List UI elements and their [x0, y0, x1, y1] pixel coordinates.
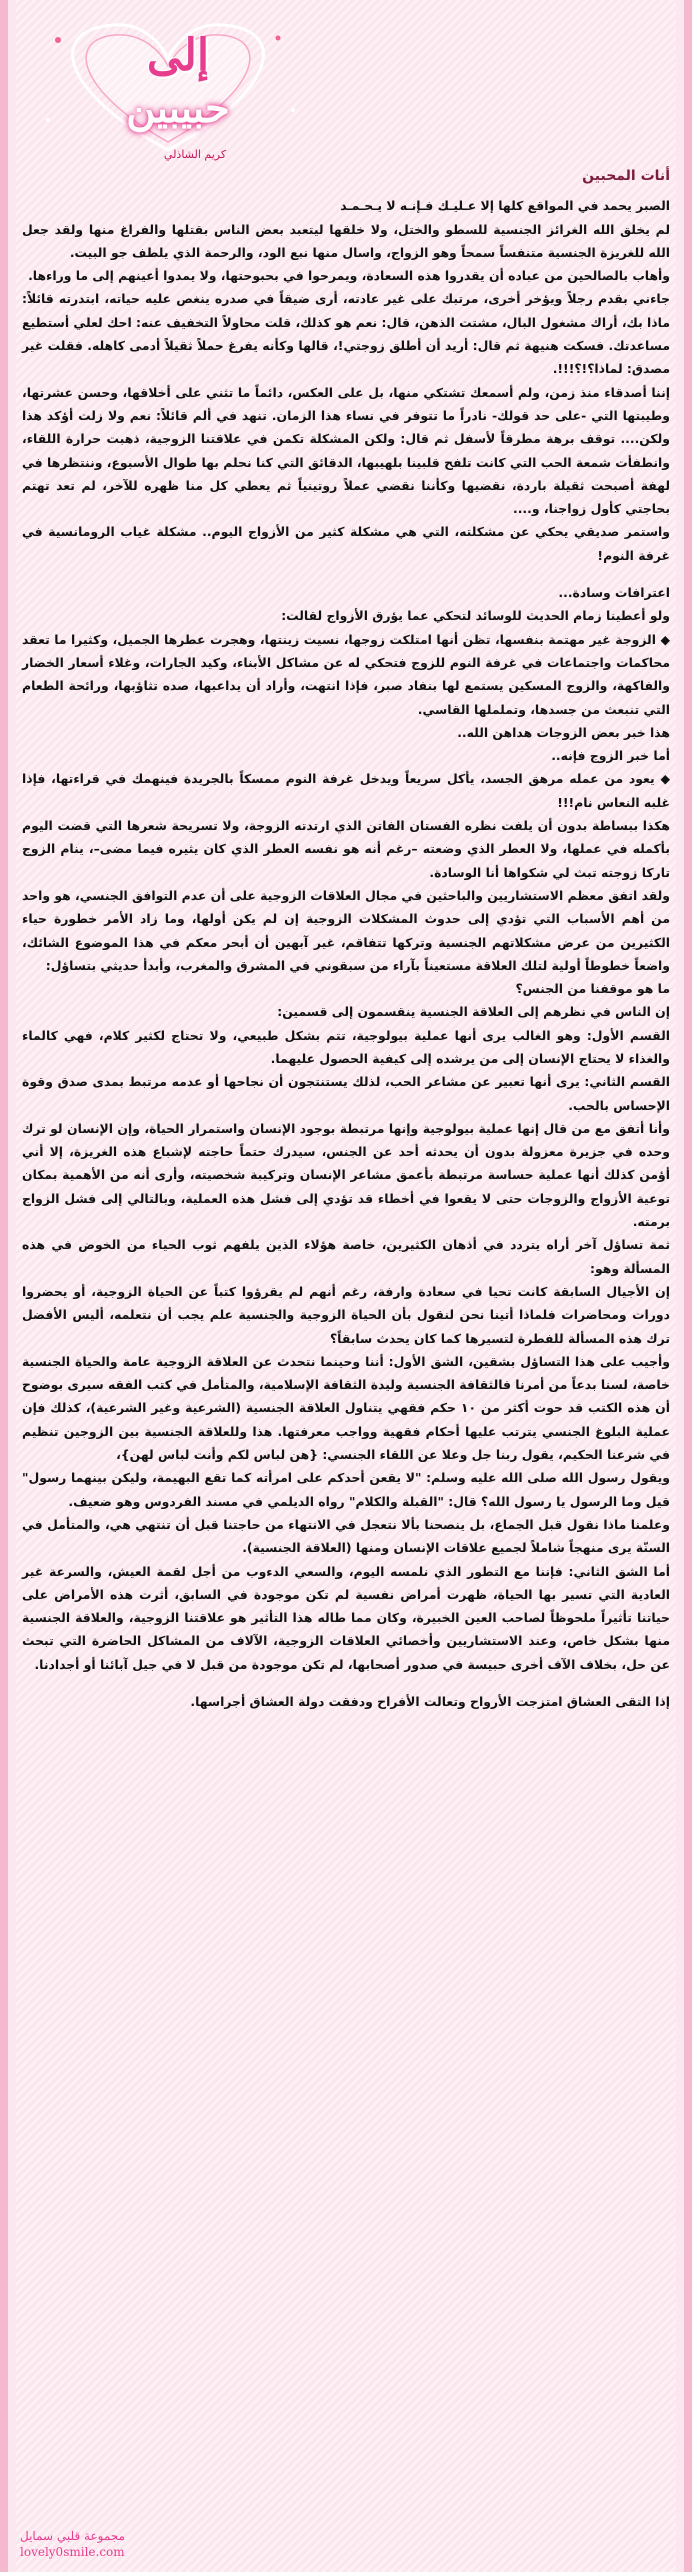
article-paragraph: واستمر صديقي يحكي عن مشكلته، التي هي مشكلة كثير من الأزواج اليوم.. مشكلة غياب الرومانسية في غرفة النوم!: [22, 524, 670, 563]
article-paragraph: لم يخلق الله الغرائز الجنسية للسطو والختل، ولا خلقها ليتعبد بعض الناس بقتلها والفراغ منها ولقد جعل الله للغريزة الجنسية متنفساً سمحاً وهو الزواج، واسال منها نبع الود، والرحمة الذي يلطف جو البيت.: [22, 221, 670, 260]
article-paragraph: هذا خبر بعض الزوجات هداهن الله..: [457, 724, 670, 740]
article-paragraph: إننا أصدقاء منذ زمن، ولم أسمعك تشتكي منها، بل على العكس، دائماً ما تثني على أخلاقها، وحسن عشرتها، وطيبتها التي -على حد قولك- نادراً ما تتوفر في نساء هذا الزمان. تنهد في ألم قائلاً: نعم ولا زلت أؤكد هذا ولكن.... توقف برهة مطرقاً لأسفل ثم قال: ولكن المشكلة تكمن في علاقتنا الزوجية، ذهبت حرارة اللقاء، وانطفأت شمعة الحب التي كانت تلفح قلبينا بلهيبها، الدقائق التي كنا نحلم بها طوال الأسبوع، وننتظرها في لهفة أصبحت ثقيلة باردة، نقضيها وكأننا نقضي عملاً روتينياً ثم يعطي كل منا ظهره للآخر، لم تعد تهتم بحاجتي كأول زواجنا، و....: [21, 384, 670, 517]
article-paragraph: ◆ الزوجة غير مهتمة بنفسها، تظن أنها امتلكت زوجها، نسيت زينتها، وهجرت عطرها الجميل، وكثيرا ما تعقد محاكمات واجتماعات في غرفة النوم للزوج فتحكي له عن مشاكل الأبناء، وكيد الجارات، وغلاء أسعار الخضار والفاكهة، والزوج المسكين يستمع لها بنفاد صبر، فإذا انتهت، وأراد أن يداعبها، صده تثاؤبها، ورائحة الطعام التي تنبعث من جسدها، وتململها القاسي.: [22, 631, 670, 717]
article-paragraph: هكذا ببساطة بدون أن يلفت نظره الفستان الفاتن الذي ارتدته الزوجة، ولا تسريحة شعرها التي قضت اليوم بأكمله في عملها، ولا العطر الذي وضعته –رغم أنه هو نفسه العطر الذي كان يثيره فيما مضى–، ينام الزوج تاركا زوجته تبث لي شكواها أنا الوسادة.: [22, 818, 670, 880]
watermark-arabic: مجموعة قلبي سمايل: [20, 2529, 125, 2543]
article-paragraph: وأنا أتفق مع من قال إنها عملية بيولوجية وإنها مرتبطة بوجود الإنسان واستمرار الحياة، وإن الإنسان لو ترك وحده في جزيرة معزولة بدون أن يحدثه أحد عن الجنس، سيدرك حتماً حاجته لإشباع هذه الغريزة، إلا أني أؤمن كذلك أنها عملية حساسة مرتبطة بأعمق مشاعر الإنسان وتركيبة شخصيته، وأرى أنه من الأهمية بمكان توعية الأزواج والزوجات حتى لا يقعوا في أخطاء قد تؤدي إلى فشل هذه العملية، وبالتالي إلى فشل الزواج برمته.: [22, 1120, 670, 1230]
article-paragraph: جاءني بقدم رجلاً ويؤخر أخرى، مرتبك على غير عادته، أرى ضيقاً في صدره ينغص عليه حياته، ابتدرته قائلاً: ماذا بك، أراك مشغول البال، مشتت الذهن، قال: نعم هو كذلك، قلت محاولاً التخفيف عنه: احك لعلي أستطيع مساعدتك. فسكت هنيهة ثم قال: أريد أن أطلق زوجتي!، قالها وكأنه يفرغ حملاً ثقيلاً أدمى كاهله. فقلت غير مصدق: لماذا؟!؟!!!.: [22, 291, 670, 377]
header: [8, 0, 684, 160]
article-paragraph: ثمة تساؤل آخر أراه يتردد في أذهان الكثيرين، خاصة هؤلاء الذين يلفهم ثوب الحياء من الخوض في هذه المسألة وهو:: [22, 1237, 670, 1276]
article-paragraph: أما خبر الزوج فإنه..: [551, 748, 670, 764]
logo-subtitle: حبيبين: [126, 85, 230, 132]
article: [22, 165, 670, 1713]
closing-line: إذا التقى العشاق امتزجت الأرواح وتعالت الأفراح ودفقت دولة العشاق أجراسها.: [190, 1694, 670, 1709]
article-paragraph: ولو أعطينا زمام الحديث للوسائد لتحكي عما يؤرق الأزواج لقالت:: [281, 608, 670, 624]
hadith-paragraph: ويقول رسول الله صلى الله عليه وسلم: "لا يقعن أحدكم على امرأته كما تقع البهيمة، وليكن بينهما رسول" قيل وما الرسول يا رسول الله؟ قال: "القبلة والكلام" رواه الديلمي في مسند الفردوس وهو ضعيف.: [22, 1470, 670, 1509]
watermark-url: lovely0smile.com: [20, 2545, 125, 2559]
section-title: أنات المحبين: [582, 168, 670, 184]
logo-author: كريم الشاذلي: [163, 148, 227, 161]
logo-title: إلى: [146, 30, 210, 81]
question-heading: ما هو موقفنا من الجنس؟: [515, 981, 670, 997]
spacer: [22, 1676, 670, 1690]
article-paragraph: القسم الثاني: يرى أنها تعبير عن مشاعر الحب، لذلك يستنتجون أن نجاحها أو عدمه مرتبط بمدى صدق وقوة الإحساس بالحب.: [22, 1074, 670, 1113]
article-paragraph: وعلمنا ماذا نقول قبل الجماع، بل ينصحنا بألا نتعجل في الانتهاء من حاجتنا قبل أن تنتهي هي، والمتأمل في السنّة يرى منهجاً شاملاً لجميع علاقات الإنسان ومنها (العلاقة الجنسية).: [22, 1516, 670, 1556]
article-paragraph: ولقد اتفق معظم الاستشاريين والباحثين في مجال العلاقات الزوجية على أن عدم التوافق الجنسي، هو واحد من أهم الأسباب التي تؤدي إلى حدوث المشكلات الزوجية إن لم يكن أولها، وما زاد الأمر خطورة حياء الكثيرين من عرض مشكلاتهم الجنسية وتركها تتفاقم، غير آبهين أن أبحر معكم في هذا الموضوع الشائك، واضعاً خطوطاً أولية لتلك العلاقة مستعيناً بآراء من سبقوني في المشرق والمغرب، وأبدأ حديثي بتساؤل:: [21, 887, 670, 973]
article-paragraph: وأجيب على هذا التساؤل بشقين، الشق الأول: أننا وحينما نتحدث عن العلاقة الزوجية عامة والحياة الجنسية خاصة، لسنا بدعاً من أمرنا فالثقافة الجنسية وليدة الثقافة الإسلامية، والمتأمل في كتب الفقه سيرى بوضوح أن هذه الكتب قد حوت أكثر من ١٠ حكم فقهي يتناول العلاقة الجنسية (الشرعية وغير الشرعية)، كذلك فإن عملية البلوغ الجنسي يترتب عليها أحكام فقهية وواجب معرفتها. هذا وللعلاقة الجنسية بين الزوجين تنظيم في شرعنا الحكيم، يقول ربنا جل وعلا عن اللقاء الجنسي: {هن لباس لكم وأنت لباس لهن}،: [22, 1353, 670, 1463]
quote-verse: الصبر يحمد في المواقع كلها إلا عـليـك فـإنـه لا يـحـمـد: [340, 198, 670, 214]
article-paragraph: إن الأجيال السابقة كانت تحيا في سعادة وارفة، رغم أنهم لم يقرؤوا كتباً عن الحياة الزوجية، أو يحضروا دورات ومحاضرات فلماذا أتينا نحن لنقول بأن الحياة الزوجية والجنسية علم يجب أن نتعلمه، أليس الأفضل ترك هذه المسألة للفطرة لتسيرها كما كان يحدث سابقاً؟: [22, 1283, 670, 1346]
subheading: اعترافات وسادة...: [558, 585, 670, 601]
spacer: [22, 567, 670, 581]
article-paragraph: أما الشق الثاني: فإننا مع التطور الذي نلمسه اليوم، والسعي الدءوب من أجل لقمة العيش، والسرعة غير العادية التي تسير بها الحياة، ظهرت أمراض نفسية لم تكن موجودة في السابق، أثرت هذه الأمراض على حياتنا تأثيراً ملحوظاً لصاحب العين الخبيرة، وكان مما طاله هذا التأثير هو علاقتنا الزوجية، والعلاقة الجنسية منها بشكل خاص، وعند الاستشاريين وأخصائي العلاقات الزوجية، الآلاف من المشاكل الحاضرة التي تبحث عن حل، بخلاف الآف أخرى حبيسة في صدور أصحابها، لم تكن موجودة من قبل لا في جيل آبائنا أو أجدادنا.: [22, 1563, 670, 1672]
article-paragraph: إن الناس في نظرهم إلى العلاقة الجنسية ينقسمون إلى قسمين:: [277, 1004, 670, 1020]
article-paragraph: ◆ يعود من عمله مرهق الجسد، يأكل سريعاً ويدخل غرفة النوم ممسكاً بالجريدة فينهمك في قراءتها، فإذا غلبه النعاس نام!!!: [22, 771, 670, 810]
article-paragraph: وأهاب بالصالحين من عباده أن يقدروا هذه السعادة، ويمرحوا في بحبوحتها، ولا يمدوا أعينهم إلى ما وراءها.: [28, 268, 670, 284]
footer-watermark: [20, 2528, 140, 2560]
article-paragraph: القسم الأول: وهو الغالب يرى أنها عملية بيولوجية، تتم بشكل طبيعي، ولا تحتاج لكثير كلام، فهي كالماء والغذاء لا يحتاج الإنسان إلى من يرشده إلى كيفية الحصول عليهما.: [22, 1027, 670, 1066]
